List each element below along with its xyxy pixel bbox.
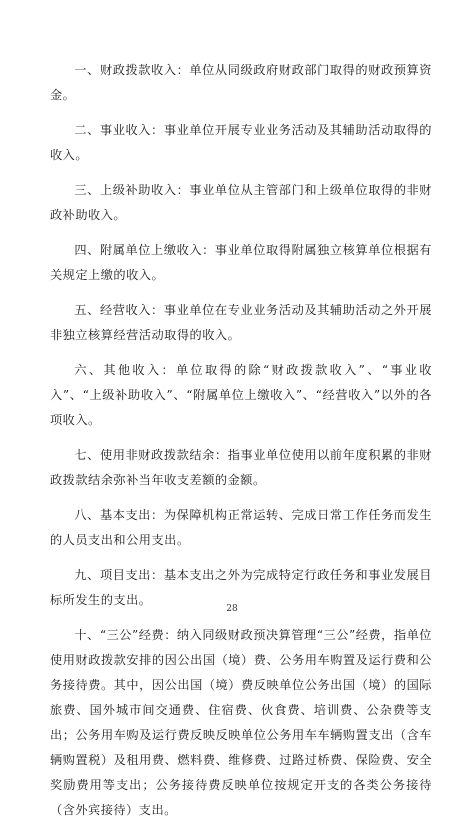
paragraph-3: 三、上级补助收入：事业单位从主管部门和上级单位取得的非财政补助收入。: [50, 183, 432, 222]
paragraph-1: 一、财政拨款收入：单位从同级政府财政部门取得的财政预算资金。: [50, 63, 432, 102]
paragraph-9: 九、项目支出：基本支出之外为完成特定行政任务和事业发展目标所发生的支出。: [50, 568, 432, 607]
paragraph-10: 十、“三公”经费：纳入同级财政预决算管理“三公”经费，指单位使用财政拨款安排的因公出国（境）费、公务用车购置及运行费和公务接待费。其中，因公出国（境）费反映单位公务出国（境）的国际旅费、国外城市间交通费、住宿费、伙食费、培训费、公杂费等支出；公务用车购及运行费反映反映单位公务用车车辆购置支出（含车辆购置税）及租用费、燃料费、维修费、过路过桥费、保险费、安全奖励费用等支出；公务接待费反映单位按规定开支的各类公务接待（含外宾接待）支出。: [50, 628, 432, 817]
page-number: 28: [226, 604, 238, 614]
paragraph-8: 八、基本支出：为保障机构正常运转、完成日常工作任务而发生的人员支出和公用支出。: [50, 508, 432, 547]
paragraph-4: 四、附属单位上缴收入：事业单位取得附属独立核算单位根据有关规定上缴的收入。: [50, 243, 432, 282]
document-body: [50, 58, 432, 833]
paragraph-2: 二、事业收入：事业单位开展专业业务活动及其辅助活动取得的收入。: [50, 123, 432, 162]
paragraph-6: 六、其他收入：单位取得的除“财政拨款收入”、“事业收入”、“上级补助收入”、“附属单位上缴收入”、“经营收入”以外的各项收入。: [50, 363, 432, 427]
paragraph-5: 五、经营收入：事业单位在专业业务活动及其辅助活动之外开展非独立核算经营活动取得的收入。: [50, 303, 432, 342]
paragraph-7: 七、使用非财政拨款结余：指事业单位使用以前年度积累的非财政拨款结余弥补当年收支差额的金额。: [50, 448, 432, 487]
